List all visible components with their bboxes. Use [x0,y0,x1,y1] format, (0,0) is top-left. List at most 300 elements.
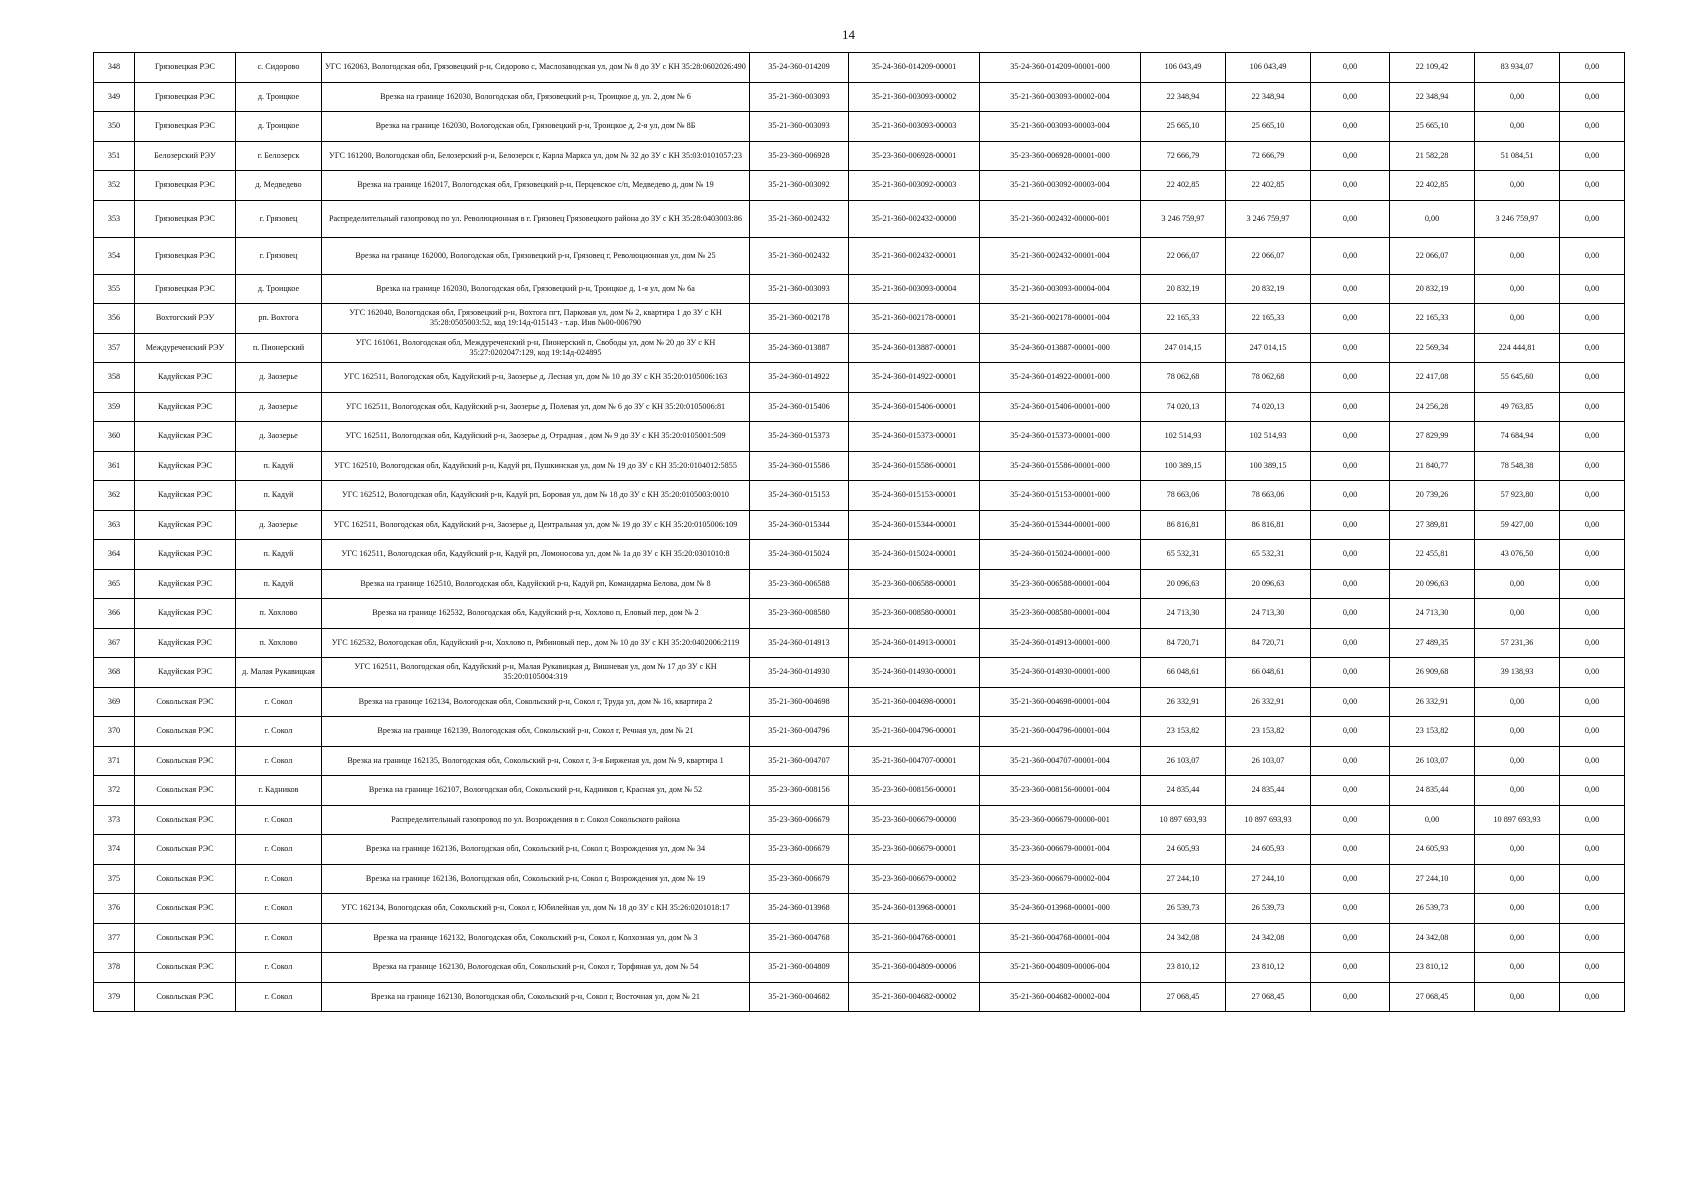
object-code-cell: 35-21-360-002432 [750,237,849,274]
object-code-cell: 35-23-360-006588 [750,569,849,599]
row-number-cell: 367 [94,628,135,658]
row-number-cell: 348 [94,53,135,83]
address-cell: Врезка на границе 162000, Вологодская обл, Грязовецкий р-н, Грязовец г, Революционная ул, дом № 25 [322,237,750,274]
table-row [94,658,1625,688]
district-unit-cell: Сокольская РЭС [135,894,236,924]
district-unit-cell: Сокольская РЭС [135,923,236,953]
value-col-2-cell: 100 389,15 [1226,451,1311,481]
value-col-4-cell: 27 489,35 [1390,628,1475,658]
total-value-cell: 23 153,82 [1141,717,1226,747]
address-cell: Врезка на границе 162107, Вологодская обл, Сокольский р-н, Кадников г, Красная ул, дом № 52 [322,776,750,806]
value-col-5-cell: 39 138,93 [1475,658,1560,688]
district-unit-cell: Грязовецкая РЭС [135,82,236,112]
district-unit-cell: Грязовецкая РЭС [135,112,236,142]
total-value-cell: 74 020,13 [1141,392,1226,422]
row-number-cell: 368 [94,658,135,688]
value-col-2-cell: 247 014,15 [1226,333,1311,363]
object-code-cell: 35-21-360-004809 [750,953,849,983]
district-unit-cell: Кадуйская РЭС [135,422,236,452]
address-cell: Врезка на границе 162136, Вологодская обл, Сокольский р-н, Сокол г, Возрождения ул, дом № 19 [322,864,750,894]
total-value-cell: 22 348,94 [1141,82,1226,112]
sub-object-code-cell: 35-21-360-004707-00001 [849,746,980,776]
value-col-4-cell: 21 840,77 [1390,451,1475,481]
element-code-cell: 35-21-360-004707-00001-004 [980,746,1141,776]
value-col-2-cell: 22 066,07 [1226,237,1311,274]
sub-object-code-cell: 35-23-360-008156-00001 [849,776,980,806]
value-col-3-cell: 0,00 [1311,805,1390,835]
element-code-cell: 35-21-360-004698-00001-004 [980,687,1141,717]
element-code-cell: 35-21-360-004796-00001-004 [980,717,1141,747]
asset-table [93,52,1625,1012]
value-col-5-cell: 59 427,00 [1475,510,1560,540]
value-col-2-cell: 24 605,93 [1226,835,1311,865]
district-unit-cell: Кадуйская РЭС [135,599,236,629]
table-row [94,141,1625,171]
value-col-5-cell: 0,00 [1475,923,1560,953]
object-code-cell: 35-21-360-004682 [750,982,849,1012]
settlement-cell: г. Сокол [236,864,322,894]
sub-object-code-cell: 35-21-360-003093-00004 [849,274,980,304]
address-cell: УГС 162511, Вологодская обл, Кадуйский р-н, Заозерье д, Отрадная , дом № 9 до ЗУ с КН 35:20:0105001:509 [322,422,750,452]
address-cell: УГС 162512, Вологодская обл, Кадуйский р-н, Кадуй рп, Боровая ул, дом № 18 до ЗУ с КН 35:20:0105003:0010 [322,481,750,511]
value-col-6-cell: 0,00 [1560,333,1625,363]
value-col-6-cell: 0,00 [1560,53,1625,83]
value-col-3-cell: 0,00 [1311,333,1390,363]
value-col-6-cell: 0,00 [1560,481,1625,511]
value-col-4-cell: 26 332,91 [1390,687,1475,717]
address-cell: УГС 162511, Вологодская обл, Кадуйский р-н, Заозерье д, Лесная ул, дом № 10 до ЗУ с КН 35:20:0105006:163 [322,363,750,393]
object-code-cell: 35-21-360-003092 [750,171,849,201]
value-col-6-cell: 0,00 [1560,237,1625,274]
address-cell: Врезка на границе 162139, Вологодская обл, Сокольский р-н, Сокол г, Речная ул, дом № 21 [322,717,750,747]
value-col-4-cell: 26 539,73 [1390,894,1475,924]
total-value-cell: 78 663,06 [1141,481,1226,511]
value-col-3-cell: 0,00 [1311,304,1390,334]
address-cell: Врезка на границе 162510, Вологодская обл, Кадуйский р-н, Кадуй рп, Командарма Белова, дом № 8 [322,569,750,599]
object-code-cell: 35-21-360-003093 [750,274,849,304]
district-unit-cell: Кадуйская РЭС [135,628,236,658]
value-col-6-cell: 0,00 [1560,864,1625,894]
value-col-4-cell: 24 713,30 [1390,599,1475,629]
settlement-cell: г. Белозерск [236,141,322,171]
total-value-cell: 26 539,73 [1141,894,1226,924]
settlement-cell: д. Троицкое [236,112,322,142]
value-col-2-cell: 78 062,68 [1226,363,1311,393]
value-col-5-cell: 0,00 [1475,953,1560,983]
total-value-cell: 27 068,45 [1141,982,1226,1012]
settlement-cell: п. Кадуй [236,451,322,481]
element-code-cell: 35-23-360-008156-00001-004 [980,776,1141,806]
value-col-3-cell: 0,00 [1311,658,1390,688]
value-col-2-cell: 27 068,45 [1226,982,1311,1012]
element-code-cell: 35-21-360-002432-00000-001 [980,200,1141,237]
value-col-3-cell: 0,00 [1311,894,1390,924]
value-col-4-cell: 24 256,28 [1390,392,1475,422]
value-col-5-cell: 3 246 759,97 [1475,200,1560,237]
value-col-3-cell: 0,00 [1311,540,1390,570]
sub-object-code-cell: 35-21-360-004698-00001 [849,687,980,717]
value-col-5-cell: 0,00 [1475,746,1560,776]
value-col-6-cell: 0,00 [1560,510,1625,540]
settlement-cell: п. Кадуй [236,481,322,511]
sub-object-code-cell: 35-23-360-008580-00001 [849,599,980,629]
value-col-2-cell: 27 244,10 [1226,864,1311,894]
table-row [94,982,1625,1012]
value-col-5-cell: 0,00 [1475,717,1560,747]
table-row [94,53,1625,83]
value-col-4-cell: 22 348,94 [1390,82,1475,112]
value-col-3-cell: 0,00 [1311,200,1390,237]
value-col-6-cell: 0,00 [1560,599,1625,629]
object-code-cell: 35-21-360-002178 [750,304,849,334]
value-col-4-cell: 23 810,12 [1390,953,1475,983]
value-col-4-cell: 26 909,68 [1390,658,1475,688]
element-code-cell: 35-23-360-006928-00001-000 [980,141,1141,171]
settlement-cell: г. Сокол [236,835,322,865]
table-row [94,333,1625,363]
district-unit-cell: Грязовецкая РЭС [135,53,236,83]
table-row [94,746,1625,776]
object-code-cell: 35-21-360-004796 [750,717,849,747]
element-code-cell: 35-23-360-008580-00001-004 [980,599,1141,629]
sub-object-code-cell: 35-21-360-004768-00001 [849,923,980,953]
district-unit-cell: Сокольская РЭС [135,717,236,747]
district-unit-cell: Грязовецкая РЭС [135,237,236,274]
sub-object-code-cell: 35-24-360-014930-00001 [849,658,980,688]
object-code-cell: 35-24-360-014930 [750,658,849,688]
total-value-cell: 24 713,30 [1141,599,1226,629]
sub-object-code-cell: 35-21-360-002432-00001 [849,237,980,274]
district-unit-cell: Кадуйская РЭС [135,392,236,422]
address-cell: Врезка на границе 162532, Вологодская обл, Кадуйский р-н, Хохлово п, Еловый пер, дом № 2 [322,599,750,629]
total-value-cell: 24 605,93 [1141,835,1226,865]
total-value-cell: 100 389,15 [1141,451,1226,481]
value-col-5-cell: 83 934,07 [1475,53,1560,83]
value-col-3-cell: 0,00 [1311,599,1390,629]
value-col-3-cell: 0,00 [1311,481,1390,511]
district-unit-cell: Сокольская РЭС [135,982,236,1012]
value-col-6-cell: 0,00 [1560,923,1625,953]
value-col-6-cell: 0,00 [1560,805,1625,835]
object-code-cell: 35-24-360-015024 [750,540,849,570]
value-col-5-cell: 49 763,85 [1475,392,1560,422]
value-col-2-cell: 20 096,63 [1226,569,1311,599]
row-number-cell: 375 [94,864,135,894]
sub-object-code-cell: 35-21-360-004682-00002 [849,982,980,1012]
value-col-3-cell: 0,00 [1311,141,1390,171]
value-col-6-cell: 0,00 [1560,112,1625,142]
address-cell: УГС 162511, Вологодская обл, Кадуйский р-н, Заозерье д, Полевая ул, дом № 6 до ЗУ с КН 35:20:0105006:81 [322,392,750,422]
district-unit-cell: Грязовецкая РЭС [135,171,236,201]
object-code-cell: 35-24-360-015344 [750,510,849,540]
element-code-cell: 35-24-360-015024-00001-000 [980,540,1141,570]
element-code-cell: 35-24-360-015153-00001-000 [980,481,1141,511]
value-col-6-cell: 0,00 [1560,569,1625,599]
sub-object-code-cell: 35-24-360-013887-00001 [849,333,980,363]
value-col-3-cell: 0,00 [1311,835,1390,865]
total-value-cell: 20 096,63 [1141,569,1226,599]
value-col-3-cell: 0,00 [1311,982,1390,1012]
value-col-3-cell: 0,00 [1311,171,1390,201]
element-code-cell: 35-21-360-003092-00003-004 [980,171,1141,201]
district-unit-cell: Сокольская РЭС [135,776,236,806]
settlement-cell: г. Грязовец [236,237,322,274]
value-col-3-cell: 0,00 [1311,687,1390,717]
row-number-cell: 364 [94,540,135,570]
settlement-cell: д. Заозерье [236,363,322,393]
table-row [94,304,1625,334]
address-cell: Врезка на границе 162135, Вологодская обл, Сокольский р-н, Сокол г, 3-я Бирженая ул, дом № 9, квартира 1 [322,746,750,776]
value-col-5-cell: 0,00 [1475,982,1560,1012]
district-unit-cell: Сокольская РЭС [135,805,236,835]
value-col-2-cell: 65 532,31 [1226,540,1311,570]
table-row [94,628,1625,658]
address-cell: УГС 162511, Вологодская обл, Кадуйский р-н, Малая Рукавицкая д, Вишневая ул, дом № 17 до ЗУ с КН 35:20:0105004:319 [322,658,750,688]
sub-object-code-cell: 35-21-360-003093-00002 [849,82,980,112]
value-col-6-cell: 0,00 [1560,982,1625,1012]
sub-object-code-cell: 35-24-360-015024-00001 [849,540,980,570]
sub-object-code-cell: 35-24-360-015153-00001 [849,481,980,511]
row-number-cell: 359 [94,392,135,422]
address-cell: Врезка на границе 162130, Вологодская обл, Сокольский р-н, Сокол г, Торфяная ул, дом № 54 [322,953,750,983]
value-col-2-cell: 22 402,85 [1226,171,1311,201]
row-number-cell: 361 [94,451,135,481]
value-col-4-cell: 20 096,63 [1390,569,1475,599]
object-code-cell: 35-24-360-014913 [750,628,849,658]
value-col-3-cell: 0,00 [1311,237,1390,274]
value-col-4-cell: 27 389,81 [1390,510,1475,540]
total-value-cell: 22 165,33 [1141,304,1226,334]
row-number-cell: 363 [94,510,135,540]
value-col-4-cell: 22 417,08 [1390,363,1475,393]
element-code-cell: 35-21-360-003093-00003-004 [980,112,1141,142]
value-col-6-cell: 0,00 [1560,363,1625,393]
value-col-2-cell: 24 713,30 [1226,599,1311,629]
settlement-cell: г. Сокол [236,982,322,1012]
table-row [94,805,1625,835]
settlement-cell: г. Сокол [236,717,322,747]
value-col-2-cell: 66 048,61 [1226,658,1311,688]
row-number-cell: 371 [94,746,135,776]
value-col-3-cell: 0,00 [1311,112,1390,142]
address-cell: Распределительный газопровод по ул. Революционная в г. Грязовец Грязовецкого района до ЗУ с КН 35:28:0403003:86 [322,200,750,237]
total-value-cell: 10 897 693,93 [1141,805,1226,835]
element-code-cell: 35-24-360-014922-00001-000 [980,363,1141,393]
district-unit-cell: Сокольская РЭС [135,687,236,717]
address-cell: УГС 162511, Вологодская обл, Кадуйский р-н, Кадуй рп, Ломоносова ул, дом № 1а до ЗУ с КН 35:20:0301010:8 [322,540,750,570]
value-col-6-cell: 0,00 [1560,451,1625,481]
value-col-6-cell: 0,00 [1560,953,1625,983]
object-code-cell: 35-21-360-003093 [750,112,849,142]
total-value-cell: 24 835,44 [1141,776,1226,806]
district-unit-cell: Кадуйская РЭС [135,658,236,688]
address-cell: УГС 162532, Вологодская обл, Кадуйский р-н, Хохлово п, Рябиновый пер., дом № 10 до ЗУ с КН 35:20:0402006:2119 [322,628,750,658]
row-number-cell: 376 [94,894,135,924]
settlement-cell: д. Заозерье [236,422,322,452]
total-value-cell: 65 532,31 [1141,540,1226,570]
element-code-cell: 35-23-360-006588-00001-004 [980,569,1141,599]
table-row [94,363,1625,393]
value-col-4-cell: 20 832,19 [1390,274,1475,304]
table-row [94,599,1625,629]
table-row [94,864,1625,894]
address-cell: Врезка на границе 162017, Вологодская обл, Грязовецкий р-н, Перцевское с/п, Медведево д, дом № 19 [322,171,750,201]
value-col-5-cell: 57 231,36 [1475,628,1560,658]
value-col-6-cell: 0,00 [1560,776,1625,806]
value-col-2-cell: 106 043,49 [1226,53,1311,83]
value-col-6-cell: 0,00 [1560,628,1625,658]
table-row [94,422,1625,452]
value-col-4-cell: 22 109,42 [1390,53,1475,83]
address-cell: Врезка на границе 162130, Вологодская обл, Сокольский р-н, Сокол г, Восточная ул, дом № 21 [322,982,750,1012]
value-col-6-cell: 0,00 [1560,82,1625,112]
settlement-cell: г. Сокол [236,805,322,835]
element-code-cell: 35-23-360-006679-00001-004 [980,835,1141,865]
total-value-cell: 26 103,07 [1141,746,1226,776]
district-unit-cell: Кадуйская РЭС [135,510,236,540]
sub-object-code-cell: 35-21-360-002178-00001 [849,304,980,334]
value-col-5-cell: 55 645,60 [1475,363,1560,393]
table-row [94,923,1625,953]
row-number-cell: 366 [94,599,135,629]
settlement-cell: г. Сокол [236,953,322,983]
value-col-4-cell: 20 739,26 [1390,481,1475,511]
total-value-cell: 106 043,49 [1141,53,1226,83]
object-code-cell: 35-21-360-004768 [750,923,849,953]
district-unit-cell: Кадуйская РЭС [135,481,236,511]
element-code-cell: 35-21-360-004682-00002-004 [980,982,1141,1012]
settlement-cell: г. Грязовец [236,200,322,237]
value-col-5-cell: 0,00 [1475,82,1560,112]
value-col-2-cell: 23 153,82 [1226,717,1311,747]
district-unit-cell: Кадуйская РЭС [135,569,236,599]
sub-object-code-cell: 35-21-360-002432-00000 [849,200,980,237]
total-value-cell: 22 402,85 [1141,171,1226,201]
value-col-5-cell: 43 076,50 [1475,540,1560,570]
value-col-4-cell: 24 605,93 [1390,835,1475,865]
district-unit-cell: Междуреченский РЭУ [135,333,236,363]
sub-object-code-cell: 35-24-360-015344-00001 [849,510,980,540]
value-col-2-cell: 10 897 693,93 [1226,805,1311,835]
total-value-cell: 86 816,81 [1141,510,1226,540]
table-row [94,112,1625,142]
district-unit-cell: Грязовецкая РЭС [135,274,236,304]
table-row [94,953,1625,983]
value-col-2-cell: 25 665,10 [1226,112,1311,142]
value-col-5-cell: 78 548,38 [1475,451,1560,481]
element-code-cell: 35-21-360-003093-00004-004 [980,274,1141,304]
object-code-cell: 35-23-360-008156 [750,776,849,806]
row-number-cell: 349 [94,82,135,112]
element-code-cell: 35-24-360-015406-00001-000 [980,392,1141,422]
address-cell: УГС 162511, Вологодская обл, Кадуйский р-н, Заозерье д, Центральная ул, дом № 19 до ЗУ с КН 35:20:0105006:109 [322,510,750,540]
value-col-3-cell: 0,00 [1311,451,1390,481]
sub-object-code-cell: 35-21-360-004809-00006 [849,953,980,983]
sub-object-code-cell: 35-23-360-006928-00001 [849,141,980,171]
value-col-2-cell: 26 103,07 [1226,746,1311,776]
object-code-cell: 35-21-360-003093 [750,82,849,112]
value-col-4-cell: 27 068,45 [1390,982,1475,1012]
total-value-cell: 3 246 759,97 [1141,200,1226,237]
sub-object-code-cell: 35-23-360-006588-00001 [849,569,980,599]
element-code-cell: 35-24-360-014913-00001-000 [980,628,1141,658]
total-value-cell: 22 066,07 [1141,237,1226,274]
district-unit-cell: Сокольская РЭС [135,864,236,894]
object-code-cell: 35-23-360-006679 [750,805,849,835]
table-row [94,171,1625,201]
settlement-cell: д. Заозерье [236,392,322,422]
district-unit-cell: Сокольская РЭС [135,746,236,776]
element-code-cell: 35-24-360-013887-00001-000 [980,333,1141,363]
row-number-cell: 374 [94,835,135,865]
sub-object-code-cell: 35-24-360-015406-00001 [849,392,980,422]
total-value-cell: 78 062,68 [1141,363,1226,393]
table-row [94,451,1625,481]
sub-object-code-cell: 35-24-360-014209-00001 [849,53,980,83]
value-col-3-cell: 0,00 [1311,953,1390,983]
value-col-6-cell: 0,00 [1560,392,1625,422]
value-col-4-cell: 22 455,81 [1390,540,1475,570]
value-col-2-cell: 84 720,71 [1226,628,1311,658]
sub-object-code-cell: 35-21-360-004796-00001 [849,717,980,747]
element-code-cell: 35-24-360-014209-00001-000 [980,53,1141,83]
element-code-cell: 35-24-360-015344-00001-000 [980,510,1141,540]
address-cell: Распределительный газопровод по ул. Возрождения в г. Сокол Сокольского района [322,805,750,835]
address-cell: Врезка на границе 162136, Вологодская обл, Сокольский р-н, Сокол г, Возрождения ул, дом № 34 [322,835,750,865]
value-col-4-cell: 23 153,82 [1390,717,1475,747]
settlement-cell: п. Кадуй [236,540,322,570]
table-body [94,53,1625,1012]
sub-object-code-cell: 35-24-360-015373-00001 [849,422,980,452]
value-col-4-cell: 22 569,34 [1390,333,1475,363]
sub-object-code-cell: 35-23-360-006679-00002 [849,864,980,894]
value-col-5-cell: 0,00 [1475,776,1560,806]
value-col-2-cell: 102 514,93 [1226,422,1311,452]
value-col-3-cell: 0,00 [1311,746,1390,776]
value-col-2-cell: 22 165,33 [1226,304,1311,334]
table-row [94,717,1625,747]
value-col-4-cell: 0,00 [1390,805,1475,835]
address-cell: УГС 162063, Вологодская обл, Грязовецкий р-н, Сидорово с, Маслозаводская ул, дом № 8 до ЗУ с КН 35:28:0602026:490 [322,53,750,83]
address-cell: Врезка на границе 162030, Вологодская обл, Грязовецкий р-н, Троицкое д, ул. 2, дом № 6 [322,82,750,112]
sub-object-code-cell: 35-24-360-014922-00001 [849,363,980,393]
element-code-cell: 35-21-360-004768-00001-004 [980,923,1141,953]
district-unit-cell: Кадуйская РЭС [135,363,236,393]
value-col-3-cell: 0,00 [1311,53,1390,83]
element-code-cell: 35-24-360-014930-00001-000 [980,658,1141,688]
value-col-3-cell: 0,00 [1311,717,1390,747]
settlement-cell: д. Заозерье [236,510,322,540]
sub-object-code-cell: 35-21-360-003093-00003 [849,112,980,142]
value-col-2-cell: 26 539,73 [1226,894,1311,924]
total-value-cell: 102 514,93 [1141,422,1226,452]
row-number-cell: 377 [94,923,135,953]
value-col-5-cell: 0,00 [1475,835,1560,865]
value-col-4-cell: 27 829,99 [1390,422,1475,452]
total-value-cell: 72 666,79 [1141,141,1226,171]
element-code-cell: 35-24-360-013968-00001-000 [980,894,1141,924]
settlement-cell: п. Кадуй [236,569,322,599]
value-col-5-cell: 0,00 [1475,171,1560,201]
value-col-2-cell: 3 246 759,97 [1226,200,1311,237]
address-cell: УГС 161200, Вологодская обл, Белозерский р-н, Белозерск г, Карла Маркса ул, дом № 32 до ЗУ с КН 35:03:0101057:23 [322,141,750,171]
value-col-2-cell: 26 332,91 [1226,687,1311,717]
table-row [94,510,1625,540]
element-code-cell: 35-23-360-006679-00000-001 [980,805,1141,835]
settlement-cell: д. Медведево [236,171,322,201]
total-value-cell: 23 810,12 [1141,953,1226,983]
value-col-5-cell: 0,00 [1475,237,1560,274]
